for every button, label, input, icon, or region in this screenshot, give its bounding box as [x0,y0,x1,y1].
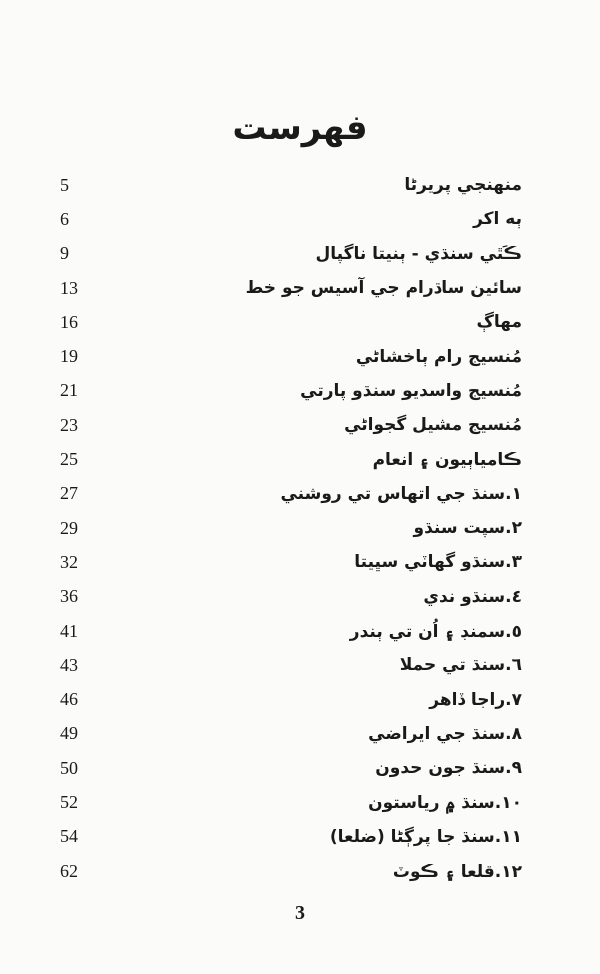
toc-page-number: 52 [60,791,78,812]
toc-page-number: 32 [60,551,78,572]
toc-title: ڪامياٻيون ۽ انعام [372,450,522,471]
toc-title: مُنسيج مشيل گجواڻي [344,415,522,436]
table-of-contents [60,168,522,888]
toc-title: ٤.سنڌو ندي [423,586,522,607]
toc-row [60,648,522,682]
toc-row [60,339,522,373]
toc-row [60,374,522,408]
toc-page-number: 54 [60,826,78,847]
page-folio-number: 3 [295,902,305,924]
toc-page-number: 5 [60,174,69,195]
toc-title: ٩.سنڌ جون حدون [375,758,522,779]
toc-page-number: 49 [60,723,78,744]
toc-page-number: 16 [60,311,78,332]
toc-page-number: 29 [60,517,78,538]
toc-title: ١.سنڌ جي اتهاس تي روشني [280,483,522,504]
toc-row [60,785,522,819]
toc-row [60,237,522,271]
toc-page-number: 23 [60,414,78,435]
toc-row [60,717,522,751]
toc-row [60,271,522,305]
toc-row [60,682,522,716]
toc-title: منهنجي پريرڻا [404,175,522,196]
toc-row [60,580,522,614]
toc-title: مُنسيج رام ٻاخشاڻي [355,346,522,367]
toc-row [60,820,522,854]
toc-page-number: 21 [60,380,78,401]
toc-title: سائين ساڌرام جي آسيس جو خط [245,278,522,299]
toc-row [60,511,522,545]
toc-page-number: 6 [60,208,69,229]
toc-title: ١٠.سنڌ ۾ رياستون [368,792,522,813]
toc-row [60,305,522,339]
toc-title: ٢.سپت سنڌو [413,518,522,539]
toc-row [60,545,522,579]
toc-title: ڪَٿي سنڌي - ٻنيتا ناگپال [315,243,522,264]
toc-page-number: 36 [60,586,78,607]
toc-page-number: 9 [60,243,69,264]
toc-row [60,408,522,442]
toc-page-number: 62 [60,860,78,881]
toc-title: ١١.سنڌ جا پرڳڻا (ضلعا) [329,826,522,847]
toc-title: ٻه اکر [473,209,522,230]
toc-title: ٨.سنڌ جي ايراضي [368,723,522,744]
toc-row [60,614,522,648]
toc-title: ٧.راجا ڏاهر [429,689,522,710]
toc-page-number: 25 [60,449,78,470]
toc-title: ٥.سمنڊ ۽ اُن تي ٻندر [349,621,522,642]
toc-row [60,168,522,202]
toc-title: ٦.سنڌ تي حملا [399,655,522,676]
toc-page-number: 46 [60,689,78,710]
toc-title: مُنسيج واسديو سنڌو پارتي [300,380,522,401]
toc-row [60,477,522,511]
toc-row [60,202,522,236]
toc-page-number: 13 [60,277,78,298]
toc-row [60,751,522,785]
toc-page-number: 27 [60,483,78,504]
toc-row [60,854,522,888]
toc-title: ١٢.قلعا ۽ ڪوٽ [392,861,522,882]
toc-page-number: 50 [60,757,78,778]
toc-page-number: 19 [60,346,78,367]
toc-page-number: 41 [60,620,78,641]
toc-row [60,442,522,476]
page-heading: فهرست [232,108,368,148]
toc-title: ٣.سنڌو گهاٽي سڀيتا [354,552,522,573]
toc-title: مهاڳ [476,312,522,333]
toc-page-number: 43 [60,654,78,675]
